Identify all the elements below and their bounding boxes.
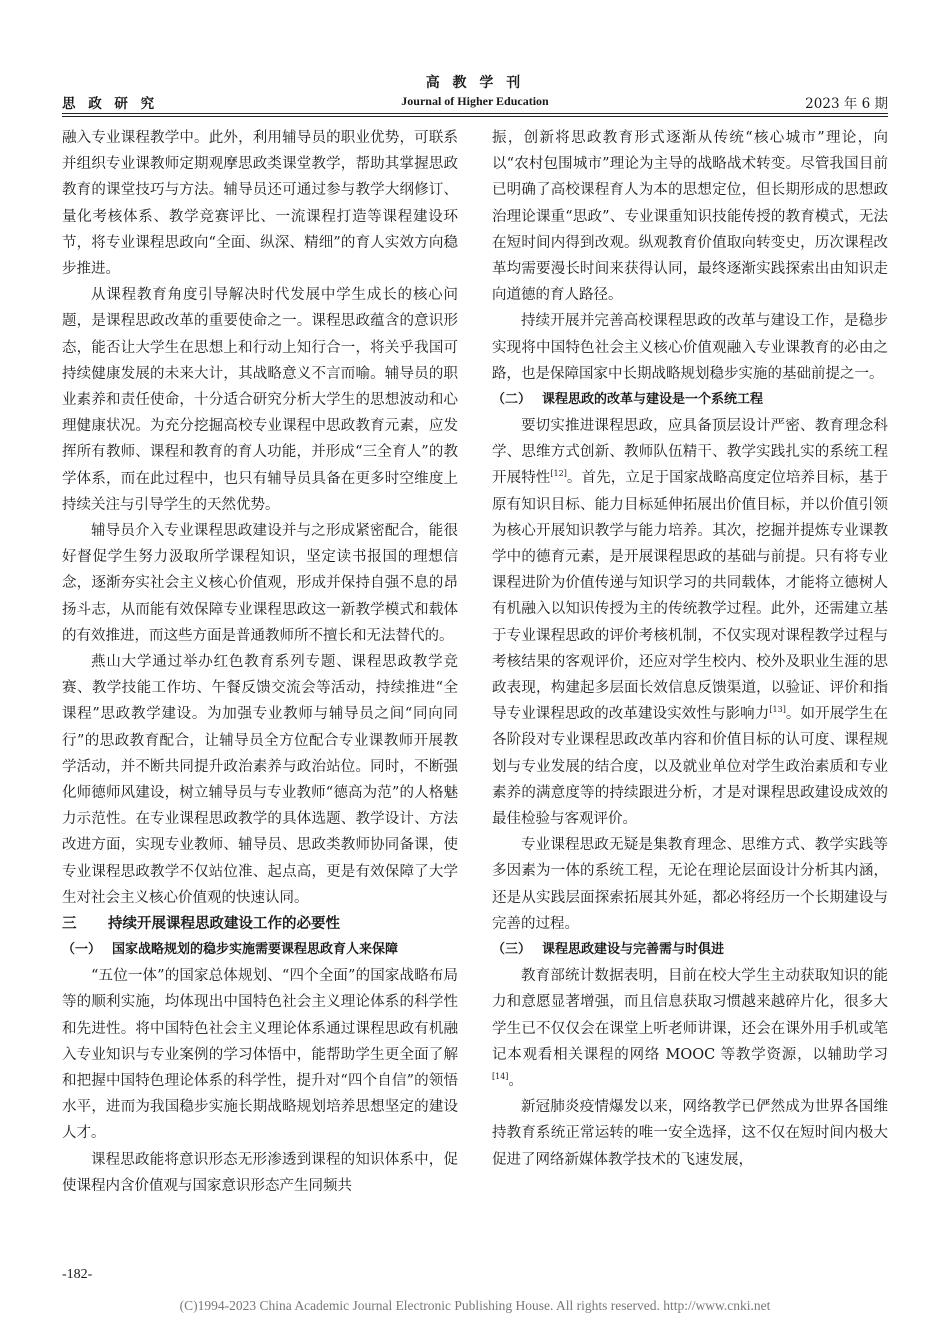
- subsection-title: 课程思政建设与完善需与时俱进: [542, 942, 725, 958]
- paragraph-text: 。如开展学生在各阶段对专业课程思政改革内容和价值目标的认可度、课程规划与专业发展的结合度，以及就业单位对学生政治素质和专业素养的满意度等的持续跟进分析，才是对课程思政建设成效的最佳检验与客观评价。: [492, 706, 889, 828]
- subsection-heading: [492, 387, 888, 413]
- citation-ref: [13]: [769, 705, 786, 715]
- page-number: -182-: [62, 1267, 93, 1282]
- paragraph: [492, 413, 888, 832]
- paragraph: 辅导员介入专业课程思政建设并与之形成紧密配合，能很好督促学生努力汲取所学课程知识，坚定读书报国的理想信念，逐渐夯实社会主义核心价值观，形成并保持自强不息的昂扬斗志，从而能有效保障专业课程思政这一新教学模式和载体的有效推进，而这些方面是普通教师所不擅长和无法替代的。: [62, 523, 458, 644]
- subsection-heading: [492, 937, 888, 963]
- paragraph: 课程思政能将意识形态无形渗透到课程的知识体系中，促使课程内含价值观与国家意识形态产生同频共: [62, 1151, 458, 1194]
- paragraph-text: 要切实推进课程思政，应具备顶层设计严密、教育理念科学、思维方式创新、教师队伍精干、教学实践扎实的系统工程开展特性: [492, 418, 888, 487]
- citation-ref: [12]: [550, 469, 567, 479]
- subsection-title: 课程思政的改革与建设是一个系统工程: [542, 392, 764, 408]
- citation-ref: [14]: [492, 1072, 509, 1082]
- subsection-title: 国家战略规划的稳步实施需要课程思政育人来保障: [112, 942, 399, 958]
- subsection-number: （二）: [492, 392, 532, 408]
- left-column: [62, 125, 458, 1199]
- paragraph: 从课程教育角度引导解决时代发展中学生成长的核心问题，是课程思政改革的重要使命之一。课程思政蕴含的意识形态，能否让大学生在思想上和行动上知行合一，将关乎我国可持续健康发展的未来大计，其战略意义不言而喻。辅导员的职业素养和责任使命，十分适合研究分析大学生的思想波动和心理健康状况。为充分挖掘高校专业课程中思政教育元素，应发挥所有教师、课程和教育的育人功能，并形成“三全育人”的教学体系，而在此过程中，也只有辅导员具备在更多时空维度上持续关注与引导学生的天然优势。: [62, 287, 458, 513]
- journal-title-cn: 高 教 学 刊: [425, 75, 525, 91]
- running-header: [62, 74, 888, 114]
- paragraph: 专业课程思政无疑是集教育理念、思维方式、教学实践等多因素为一体的系统工程，无论在理论层面设计分析其内涵，还是从实践层面探索拓展其外延，都必将经历一个长期建设与完善的过程。: [492, 837, 888, 932]
- paragraph: 融入专业课程教学中。此外，利用辅导员的职业优势，可联系并组织专业课教师定期观摩思政类课堂教学，帮助其掌握思政教育的课堂技巧与方法。辅导员还可通过参与教学大纲修订、量化考核体系、教学竞赛评比、一流课程打造等课程建设环节，将专业课程思政向“全面、纵深、精细”的育人实效方向稳步推进。: [62, 130, 458, 278]
- right-column: [492, 125, 888, 1173]
- paragraph: 振，创新将思政教育形式逐渐从传统“核心城市”理论，向以“农村包围城市”理论为主导的战略战术转变。尽管我国目前已明确了高校课程育人为本的思想定位，但长期形成的思想政治理论课重“思政”、专业课重知识技能传授的教育模式，无法在短时间内得到改观。纵观教育价值取向转变史，历次课程改革均需要漫长时间来获得认同，最终逐渐实践探索出由知识走向道德的育人路径。: [492, 130, 888, 304]
- paragraph: 燕山大学通过举办红色教育系列专题、课程思政教学竞赛、教学技能工作坊、午餐反馈交流会等活动，持续推进“全课程”思政教学建设。为加强专业教师与辅导员之间“同向同行”的思政教育配合，让辅导员全方位配合专业课教师开展教学活动，并不断共同提升政治素养与政治站位。同时，不断强化师德师风建设，树立辅导员与专业教师“德高为范”的人格魅力示范性。在专业课程思政教学的具体选题、教学设计、方法改进方面，实现专业教师、辅导员、思政类教师协同备课，使专业课程思政教学不仅站位准、起点高，更是有效保障了大学生对社会主义核心价值观的快速认同。: [62, 654, 458, 906]
- header-rule-bottom: [62, 116, 888, 117]
- subsection-heading: [62, 937, 458, 963]
- paragraph: 新冠肺炎疫情爆发以来，网络教学已俨然成为世界各国维持教育系统正常运转的唯一安全选择，这不仅在短时间内极大促进了网络新媒体教学技术的飞速发展，: [492, 1099, 888, 1168]
- section-number: 三: [62, 916, 77, 933]
- section-title: 持续开展课程思政建设工作的必要性: [108, 916, 340, 933]
- copyright-notice: (C)1994-2023 China Academic Journal Electronic Publishing House. All rights reserved. http://www.cnki.net: [179, 1298, 771, 1313]
- issue-label: 2023 年 6 期: [805, 96, 888, 112]
- paragraph-text: 教育部统计数据表明，目前在校大学生主动获取知识的能力和意愿显著增强，而且信息获取习惯越来越碎片化，很多大学生已不仅仅会在课堂上听老师讲课，还会在课外用手机或笔记本观看相关课程的网络 MOOC 等教学资源，以辅助学习: [492, 968, 888, 1063]
- journal-title-en: Journal of Higher Education: [401, 94, 549, 108]
- header-rule-top: [62, 113, 888, 114]
- section-label: 思 政 研 究: [62, 96, 159, 112]
- paragraph: “五位一体”的国家总体规划、“四个全面”的国家战略布局等的顺利实施，均体现出中国特色社会主义理论体系的科学性和先进性。将中国特色社会主义理论体系通过课程思政有机融入专业知识与专业案例的学习体悟中，能帮助学生更全面了解和把握中国特色理论体系的科学性，提升对“四个自信”的领悟水平，进而为我国稳步实施长期战略规划培养思想坚定的建设人才。: [62, 968, 458, 1142]
- section-heading: [62, 911, 458, 937]
- paragraph-text: 。: [508, 1072, 523, 1089]
- journal-title-block: [62, 74, 888, 110]
- subsection-number: （三）: [492, 942, 532, 958]
- paragraph: 持续开展并完善高校课程思政的改革与建设工作，是稳步实现将中国特色社会主义核心价值观融入专业课教育的必由之路，也是保障国家中长期战略规划稳步实施的基础前提之一。: [492, 313, 888, 382]
- paragraph-text: 。首先，立足于国家战略高度定位培养目标，基于原有知识目标、能力目标延伸拓展出价值目标，并以价值引领为核心开展知识教学与能力培养。其次，挖掘并提炼专业课教学中的德育元素，是开展课程思政的基础与前提。只有将专业课程进阶为价值传递与知识学习的共同载体，才能将立德树人有机融入以知识传授为主的传统教学过程。此外，还需建立基于专业课程思政的评价考核机制，不仅实现对课程教学过程与考核结果的客观评价，还应对学生校内、校外及职业生涯的思政表现，构建起多层面长效信息反馈渠道，以验证、评价和指导专业课程思政的改革建设实效性与影响力: [492, 470, 889, 723]
- paragraph: [492, 963, 888, 1094]
- subsection-number: （一）: [62, 942, 102, 958]
